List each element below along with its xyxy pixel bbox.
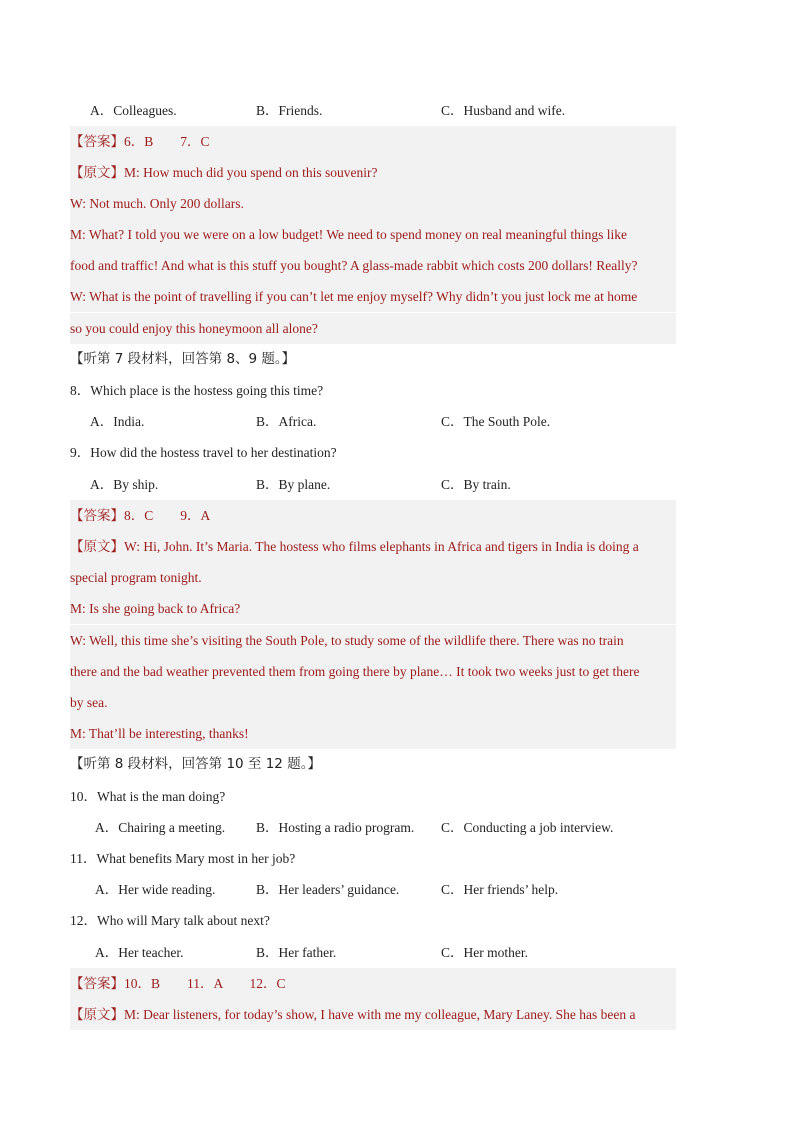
q8-options	[70, 406, 676, 437]
q9-stem: 9．How did the hostess travel to her destination?	[70, 445, 337, 460]
answer-tag: 【答案】	[70, 976, 124, 992]
q9-option-c: C．By train.	[441, 477, 511, 492]
transcript-2-line-1	[70, 531, 676, 562]
q11-option-c: C．Her friends’ help.	[441, 882, 559, 897]
transcript-tag: 【原文】	[70, 165, 124, 181]
q10-option-c: C．Conducting a job interview.	[441, 820, 614, 835]
answer-text: 10．B 11．A 12．C	[124, 976, 286, 991]
q8-option-a: A．India.	[90, 414, 145, 429]
answer-block-1	[70, 126, 676, 157]
transcript-2-line-5: there and the bad weather prevented them from going there by plane… It took two weeks just to get there	[70, 656, 676, 687]
q11-option-a: A．Her wide reading.	[95, 882, 216, 897]
transcript-1-line-6: so you could enjoy this honeymoon all alone?	[70, 313, 676, 344]
q8-option-b: B．Africa.	[256, 414, 317, 429]
transcript-text: M: Dear listeners, for today’s show, I have with me my colleague, Mary Laney. She has been a	[124, 1007, 636, 1022]
transcript-1-line-3: M: What? I told you we were on a low budget! We need to spend money on real meaningful things like	[70, 219, 676, 250]
answer-text: 8．C 9．A	[124, 508, 211, 523]
q10-option-b: B．Hosting a radio program.	[256, 820, 415, 835]
q7-options	[70, 95, 676, 126]
transcript-2-line-3: M: Is she going back to Africa?	[70, 593, 676, 624]
transcript-tag: 【原文】	[70, 539, 124, 555]
q12-option-c: C．Her mother.	[441, 945, 528, 960]
answer-block-2	[70, 500, 676, 531]
q9-option-b: B．By plane.	[256, 477, 331, 492]
q9-options	[70, 469, 676, 500]
transcript-1-line-4: food and traffic! And what is this stuff you bought? A glass-made rabbit which costs 200 dollars! Really?	[70, 250, 676, 281]
transcript-3-line-1	[70, 999, 676, 1030]
answer-text: 6．B 7．C	[124, 134, 210, 149]
transcript-2-line-7: M: That’ll be interesting, thanks!	[70, 718, 676, 749]
transcript-2-line-6: by sea.	[70, 687, 676, 718]
q7-option-c: C．Husband and wife.	[441, 103, 566, 118]
transcript-2-line-4: W: Well, this time she’s visiting the South Pole, to study some of the wildlife there. There was no train	[70, 625, 676, 656]
transcript-1-line-2: W: Not much. Only 200 dollars.	[70, 188, 676, 219]
transcript-text: W: Hi, John. It’s Maria. The hostess who films elephants in Africa and tigers in India is doing a	[124, 539, 639, 554]
answer-block-3	[70, 968, 676, 999]
q9-option-a: A．By ship.	[90, 477, 159, 492]
q10-options	[70, 812, 676, 843]
section-heading-8: 【听第 8 段材料，回答第 10 至 12 题。】	[70, 756, 321, 772]
q11-option-b: B．Her leaders’ guidance.	[256, 882, 400, 897]
q12-stem: 12．Who will Mary talk about next?	[70, 913, 270, 928]
transcript-1-line-1	[70, 157, 676, 188]
transcript-2-line-2: special program tonight.	[70, 562, 676, 593]
transcript-1-line-5: W: What is the point of travelling if you can’t let me enjoy myself? Why didn’t you just lock me at home	[70, 281, 676, 312]
q12-option-b: B．Her father.	[256, 945, 337, 960]
q11-options	[70, 874, 676, 905]
section-heading-7: 【听第 7 段材料，回答第 8、9 题。】	[70, 351, 296, 367]
q12-options	[70, 937, 676, 968]
q7-option-a: A．Colleagues.	[90, 103, 177, 118]
q10-stem: 10．What is the man doing?	[70, 789, 226, 804]
answer-tag: 【答案】	[70, 508, 124, 524]
transcript-tag: 【原文】	[70, 1007, 124, 1023]
q7-option-b: B．Friends.	[256, 103, 323, 118]
q11-stem: 11．What benefits Mary most in her job?	[70, 851, 296, 866]
transcript-text: M: How much did you spend on this souvenir?	[124, 165, 378, 180]
q10-option-a: A．Chairing a meeting.	[95, 820, 226, 835]
answer-tag: 【答案】	[70, 134, 124, 150]
q8-stem: 8．Which place is the hostess going this time?	[70, 383, 324, 398]
q8-option-c: C．The South Pole.	[441, 414, 551, 429]
q12-option-a: A．Her teacher.	[95, 945, 184, 960]
